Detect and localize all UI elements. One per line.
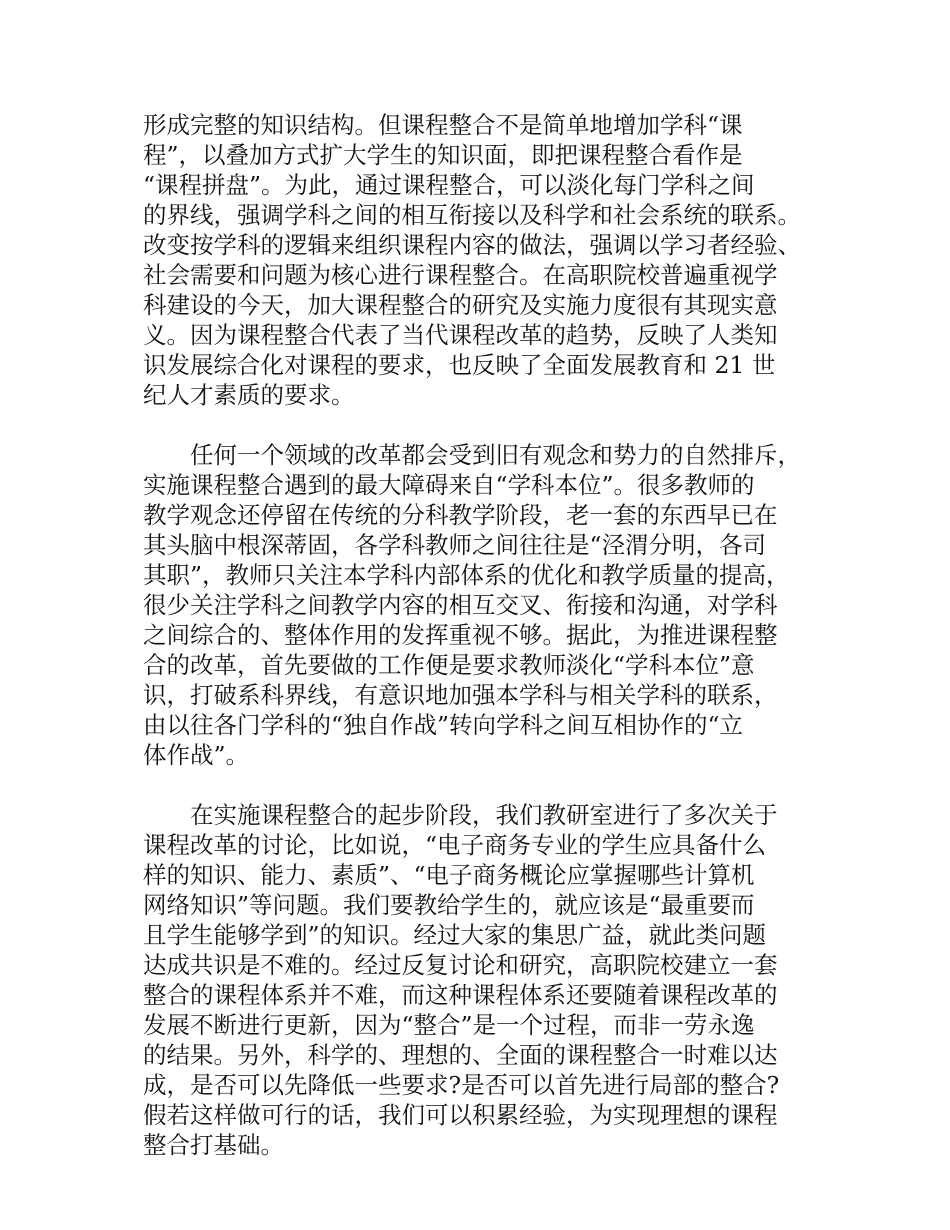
text-line: 由以往各门学科的“独自作战”转向学科之间互相协作的“立 (143, 711, 744, 739)
paragraph-1 (143, 110, 825, 410)
text-line: 体作战”。 (143, 741, 250, 769)
text-line: “课程拼盘”。为此，通过课程整合，可以淡化每门学科之间 (143, 171, 755, 199)
document-page (143, 110, 825, 1190)
text-line: 发展不断进行更新，因为“整合”是一个过程，而非一劳永逸 (143, 1011, 755, 1039)
text-line: 很少关注学科之间教学内容的相互交叉、衔接和沟通，对学科 (143, 591, 778, 619)
text-line: 且学生能够学到”的知识。经过大家的集思广益，就此类问题 (143, 921, 767, 949)
paragraph-2 (143, 440, 825, 770)
text-line: 实施课程整合遇到的最大障碍来自“学科本位”。很多教师的 (143, 471, 755, 499)
text-line: 其头脑中根深蒂固，各学科教师之间往往是“泾渭分明，各司 (143, 531, 767, 559)
text-line: 之间综合的、整体作用的发挥重视不够。据此，为推进课程整 (143, 621, 778, 649)
text-line: 识，打破系科界线，有意识地加强本学科与相关学科的联系， (143, 681, 778, 709)
text-line: 整合的课程体系并不难，而这种课程体系还要随着课程改革的 (143, 981, 778, 1009)
text-line: 整合打基础。 (143, 1131, 284, 1159)
text-line: 形成完整的知识结构。但课程整合不是简单地增加学科“课 (143, 111, 743, 139)
text-line: 在实施课程整合的起步阶段，我们教研室进行了多次关于 (190, 801, 778, 829)
text-line: 任何一个领域的改革都会受到旧有观念和势力的自然排斥， (190, 441, 801, 469)
text-line: 识发展综合化对课程的要求，也反映了全面发展教育和 21 世 (143, 351, 776, 379)
text-line: 科建设的今天，加大课程整合的研究及实施力度很有其现实意 (143, 291, 778, 319)
text-line: 假若这样做可行的话，我们可以积累经验，为实现理想的课程 (143, 1101, 778, 1129)
text-line: 课程改革的讨论，比如说，“电子商务专业的学生应具备什么 (143, 831, 767, 859)
text-line: 的结果。另外，科学的、理想的、全面的课程整合一时难以达 (143, 1041, 778, 1069)
text-line: 样的知识、能力、素质”、“电子商务概论应掌握哪些计算机 (143, 861, 755, 889)
text-line: 成，是否可以先降低一些要求?是否可以首先进行局部的整合? (143, 1071, 780, 1099)
text-line: 的界线，强调学科之间的相互衔接以及科学和社会系统的联系。 (143, 201, 801, 229)
text-line: 达成共识是不难的。经过反复讨论和研究，高职院校建立一套 (143, 951, 778, 979)
text-line: 义。因为课程整合代表了当代课程改革的趋势，反映了人类知 (143, 321, 778, 349)
text-line: 其职”，教师只关注本学科内部体系的优化和教学质量的提高， (143, 561, 790, 589)
text-line: 社会需要和问题为核心进行课程整合。在高职院校普遍重视学 (143, 261, 778, 289)
text-line: 改变按学科的逻辑来组织课程内容的做法，强调以学习者经验、 (143, 231, 801, 259)
text-line: 教学观念还停留在传统的分科教学阶段，老一套的东西早已在 (143, 501, 778, 529)
text-line: 程”，以叠加方式扩大学生的知识面，即把课程整合看作是 (143, 141, 743, 169)
text-line: 合的改革，首先要做的工作便是要求教师淡化“学科本位”意 (143, 651, 755, 679)
text-line: 纪人才素质的要求。 (143, 381, 355, 409)
paragraph-3 (143, 800, 825, 1160)
text-line: 网络知识”等问题。我们要教给学生的，就应该是“最重要而 (143, 891, 755, 919)
